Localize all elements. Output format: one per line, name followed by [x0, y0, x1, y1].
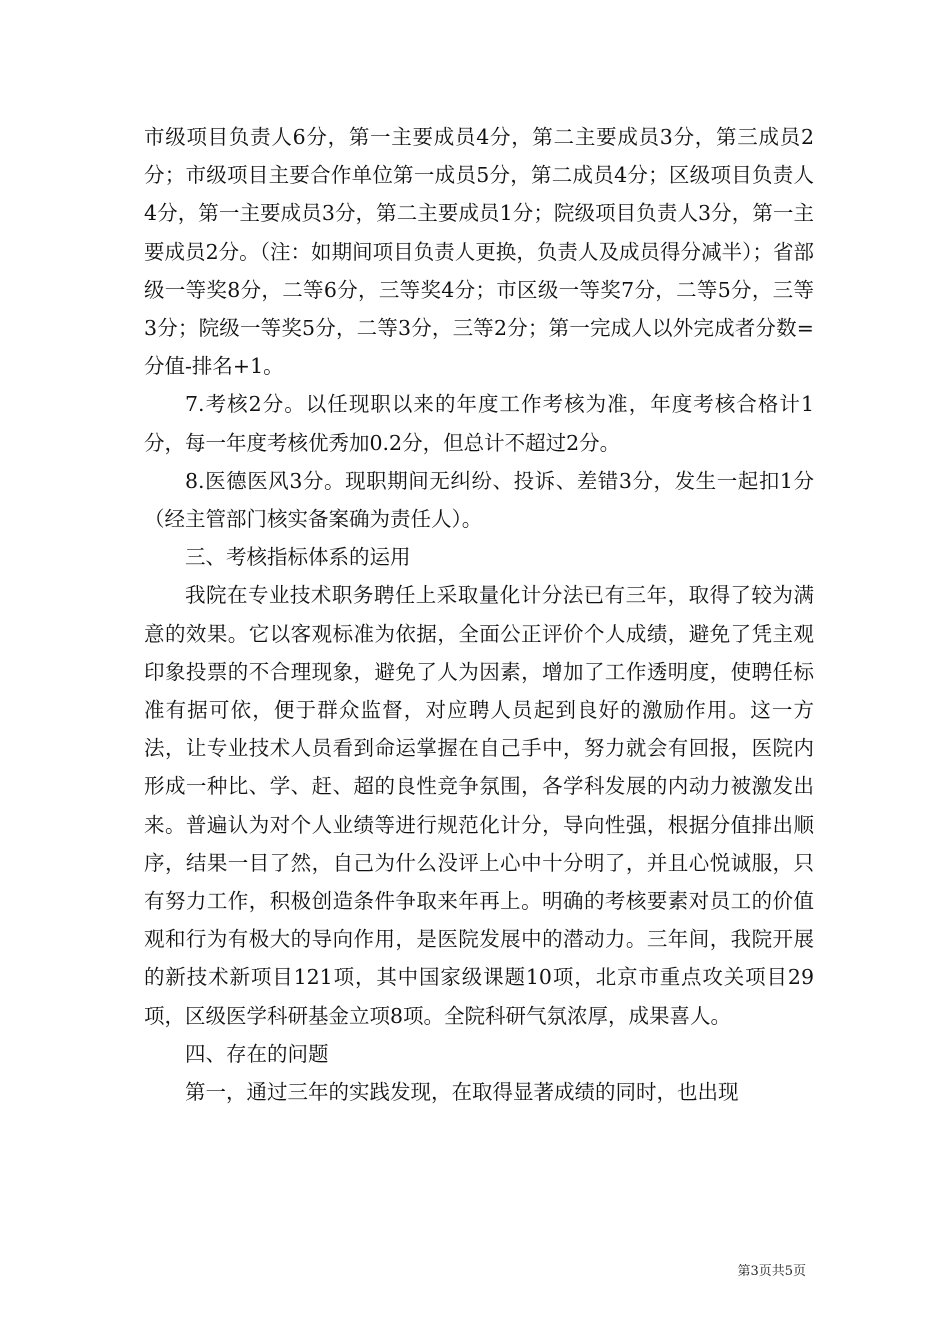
section-heading-3: 三、考核指标体系的运用	[185, 545, 411, 570]
paragraph-system-application: 我院在专业技术职务聘任上采取量化计分法已有三年，取得了较为满意的效果。它以客观标准为依据，全面公正评价个人成绩，避免了凭主观印象投票的不合理现象，避免了人为因素，增加了工作透明度，使聘任标准有据可依，便于群众监督，对应聘人员起到良好的激励作用。这一方法，让专业技术人员看到命运掌握在自己手中，努力就会有回报，医院内形成一种比、学、赶、超的良性竞争氛围，各学科发展的内动力被激发出来。普遍认为对个人业绩等进行规范化计分，导向性强，根据分值排出顺序，结果一目了然，自己为什么没评上心中十分明了，并且心悦诚服，只有努力工作，积极创造条件争取来年再上。明确的考核要素对员工的价值观和行为有极大的导向作用，是医院发展中的潜动力。三年间，我院开展的新技术新项目121项，其中国家级课题10项，北京市重点攻关项目29项，区级医学科研基金立项8项。全院科研气氛浓厚，成果喜人。	[144, 583, 814, 1028]
document-body	[144, 118, 814, 1111]
paragraph-medical-ethics-score: 8.医德医风3分。现职期间无纠纷、投诉、差错3分，发生一起扣1分（经主管部门核实备案确为责任人）。	[144, 468, 814, 532]
paragraph-assessment-score: 7.考核2分。以任现职以来的年度工作考核为准，年度考核合格计1分，每一年度考核优秀加0.2分，但总计不超过2分。	[144, 392, 814, 455]
page-number-footer: 第3页共5页	[737, 1264, 806, 1279]
paragraph-scoring-continuation: 市级项目负责人6分，第一主要成员4分，第二主要成员3分，第三成员2分；市级项目主要合作单位第一成员5分，第二成员4分；区级项目负责人4分，第一主要成员3分，第二主要成员1分；院级项目负责人3分，第一主要成员2分。（注：如期间项目负责人更换，负责人及成员得分减半）；省部级一等奖8分，二等6分，三等奖4分；市区级一等奖7分，二等5分，三等3分；院级一等奖5分，二等3分，三等2分；第一完成人以外完成者分数=分值-排名+1。	[144, 125, 814, 379]
section-heading-4: 四、存在的问题	[185, 1041, 329, 1066]
paragraph-existing-problems: 第一，通过三年的实践发现，在取得显著成绩的同时，也出现	[185, 1080, 739, 1105]
